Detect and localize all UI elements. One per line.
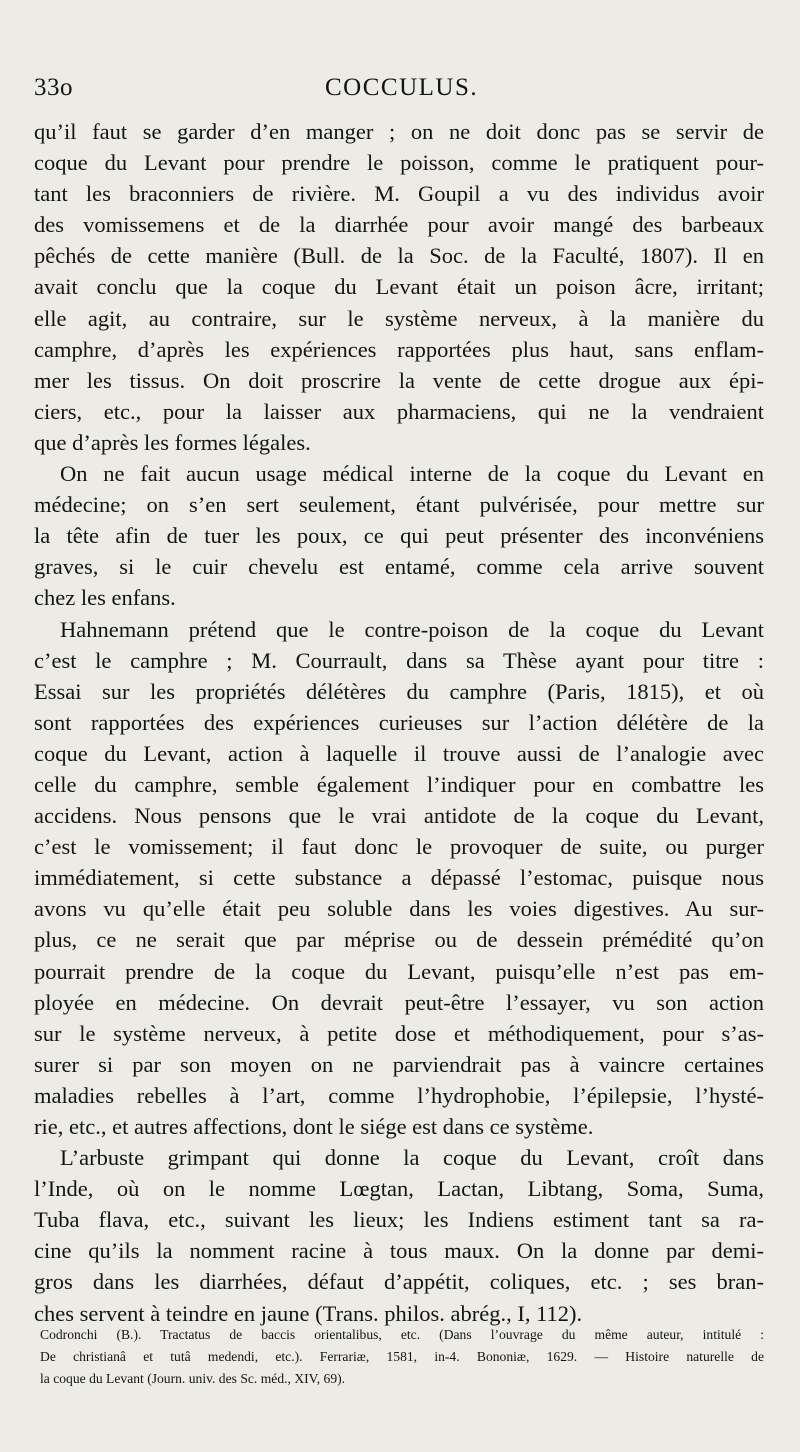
text-line: L’arbuste grimpant qui donne la coque du Levant, croît dans bbox=[60, 1145, 764, 1171]
text-line: c’est le vomissement; il faut donc le provoquer de suite, ou purger bbox=[34, 834, 764, 860]
text-line: sont rapportées des expériences curieuses sur l’action délétère de la bbox=[34, 709, 764, 735]
text-line: Essai sur les propriétés délétères du camphre (Paris, 1815), et où bbox=[34, 678, 764, 704]
text-line: camphre, d’après les expériences rapportées plus haut, sans enflam- bbox=[34, 336, 764, 362]
text-line: qu’il faut se garder d’en manger ; on ne doit donc pas se servir de bbox=[34, 119, 764, 144]
text-line: On ne fait aucun usage médical interne de la coque du Levant en bbox=[60, 461, 764, 487]
text-line: médecine; on s’en sert seulement, étant pulvérisée, pour mettre sur bbox=[34, 492, 764, 518]
text-line: avait conclu que la coque du Levant était un poison âcre, irritant; bbox=[34, 274, 764, 300]
text-line: tant les braconniers de rivière. M. Goupil a vu des individus avoir bbox=[34, 181, 764, 207]
text-line: mer les tissus. On doit proscrire la vente de cette drogue aux épi- bbox=[34, 367, 764, 393]
text-line: pourrait prendre de la coque du Levant, puisqu’elle n’est pas em- bbox=[34, 958, 764, 984]
footnote-line: De christianâ et tutâ medendi, etc.). Ferrariæ, 1581, in-4. Bononiæ, 1629. — Histoire naturelle de bbox=[40, 1349, 764, 1364]
page-number: 33o bbox=[34, 74, 73, 101]
text-line: ployée en médecine. On devrait peut-être l’essayer, vu son action bbox=[34, 989, 764, 1015]
text-line: coque du Levant pour prendre le poisson, comme le pratiquent pour- bbox=[34, 150, 764, 176]
text-line: que d’après les formes légales. bbox=[34, 429, 311, 455]
text-line: avons vu qu’elle était peu soluble dans les voies digestives. Au sur- bbox=[34, 896, 764, 922]
text-line: des vomissemens et de la diarrhée pour avoir mangé des barbeaux bbox=[34, 212, 764, 238]
text-line: pêchés de cette manière (Bull. de la Soc. de la Faculté, 1807). Il en bbox=[34, 243, 764, 269]
footnote-line: la coque du Levant (Journ. univ. des Sc. méd., XIV, 69). bbox=[40, 1371, 346, 1386]
text-line: gros dans les diarrhées, défaut d’appétit, coliques, etc. ; ses bran- bbox=[34, 1269, 764, 1295]
text-line: cine qu’ils la nomment racine à tous maux. On la donne par demi- bbox=[34, 1238, 764, 1264]
text-line: chez les enfans. bbox=[34, 585, 176, 611]
text-line: ciers, etc., pour la laisser aux pharmaciens, qui ne la vendraient bbox=[34, 398, 764, 424]
text-line: coque du Levant, action à laquelle il trouve aussi de l’analogie avec bbox=[34, 740, 764, 766]
text-line: maladies rebelles à l’art, comme l’hydrophobie, l’épilepsie, l’hysté- bbox=[34, 1082, 764, 1108]
text-line: celle du camphre, semble également l’indiquer pour en combattre les bbox=[34, 771, 764, 797]
page-header bbox=[34, 74, 764, 114]
text-line: plus, ce ne serait que par méprise ou de dessein prémédité qu’on bbox=[34, 927, 764, 953]
text-line: elle agit, au contraire, sur le système nerveux, à la manière du bbox=[34, 305, 764, 331]
text-line: la tête afin de tuer les poux, ce qui peut présenter des inconvéniens bbox=[34, 523, 764, 549]
text-line: c’est le camphre ; M. Courrault, dans sa Thèse ayant pour titre : bbox=[34, 647, 764, 673]
text-line: graves, si le cuir chevelu est entamé, comme cela arrive souvent bbox=[34, 554, 764, 580]
text-line: Hahnemann prétend que le contre-poison de la coque du Levant bbox=[60, 616, 764, 642]
footnotes bbox=[40, 1324, 764, 1390]
body-text bbox=[34, 116, 764, 1329]
text-line: Tuba flava, etc., suivant les lieux; les Indiens estiment tant sa ra- bbox=[34, 1207, 764, 1233]
text-line: accidens. Nous pensons que le vrai antidote de la coque du Levant, bbox=[34, 803, 764, 829]
text-line: l’Inde, où on le nomme Lœgtan, Lactan, Libtang, Soma, Suma, bbox=[34, 1176, 764, 1202]
text-line: rie, etc., et autres affections, dont le siége est dans ce système. bbox=[34, 1114, 594, 1139]
running-title: COCCULUS. bbox=[325, 74, 479, 101]
footnote-line: Codronchi (B.). Tractatus de baccis orientalibus, etc. (Dans l’ouvrage du même auteur, intitulé : bbox=[40, 1327, 764, 1342]
text-line: ches servent à teindre en jaune (Trans. philos. abrég., I, 112). bbox=[34, 1300, 583, 1326]
text-line: surer si par son moyen on ne parviendrait pas à vaincre certaines bbox=[34, 1051, 764, 1077]
text-line: immédiatement, si cette substance a dépassé l’estomac, puisque nous bbox=[34, 865, 764, 891]
text-line: sur le système nerveux, à petite dose et méthodiquement, pour s’as- bbox=[34, 1020, 764, 1046]
